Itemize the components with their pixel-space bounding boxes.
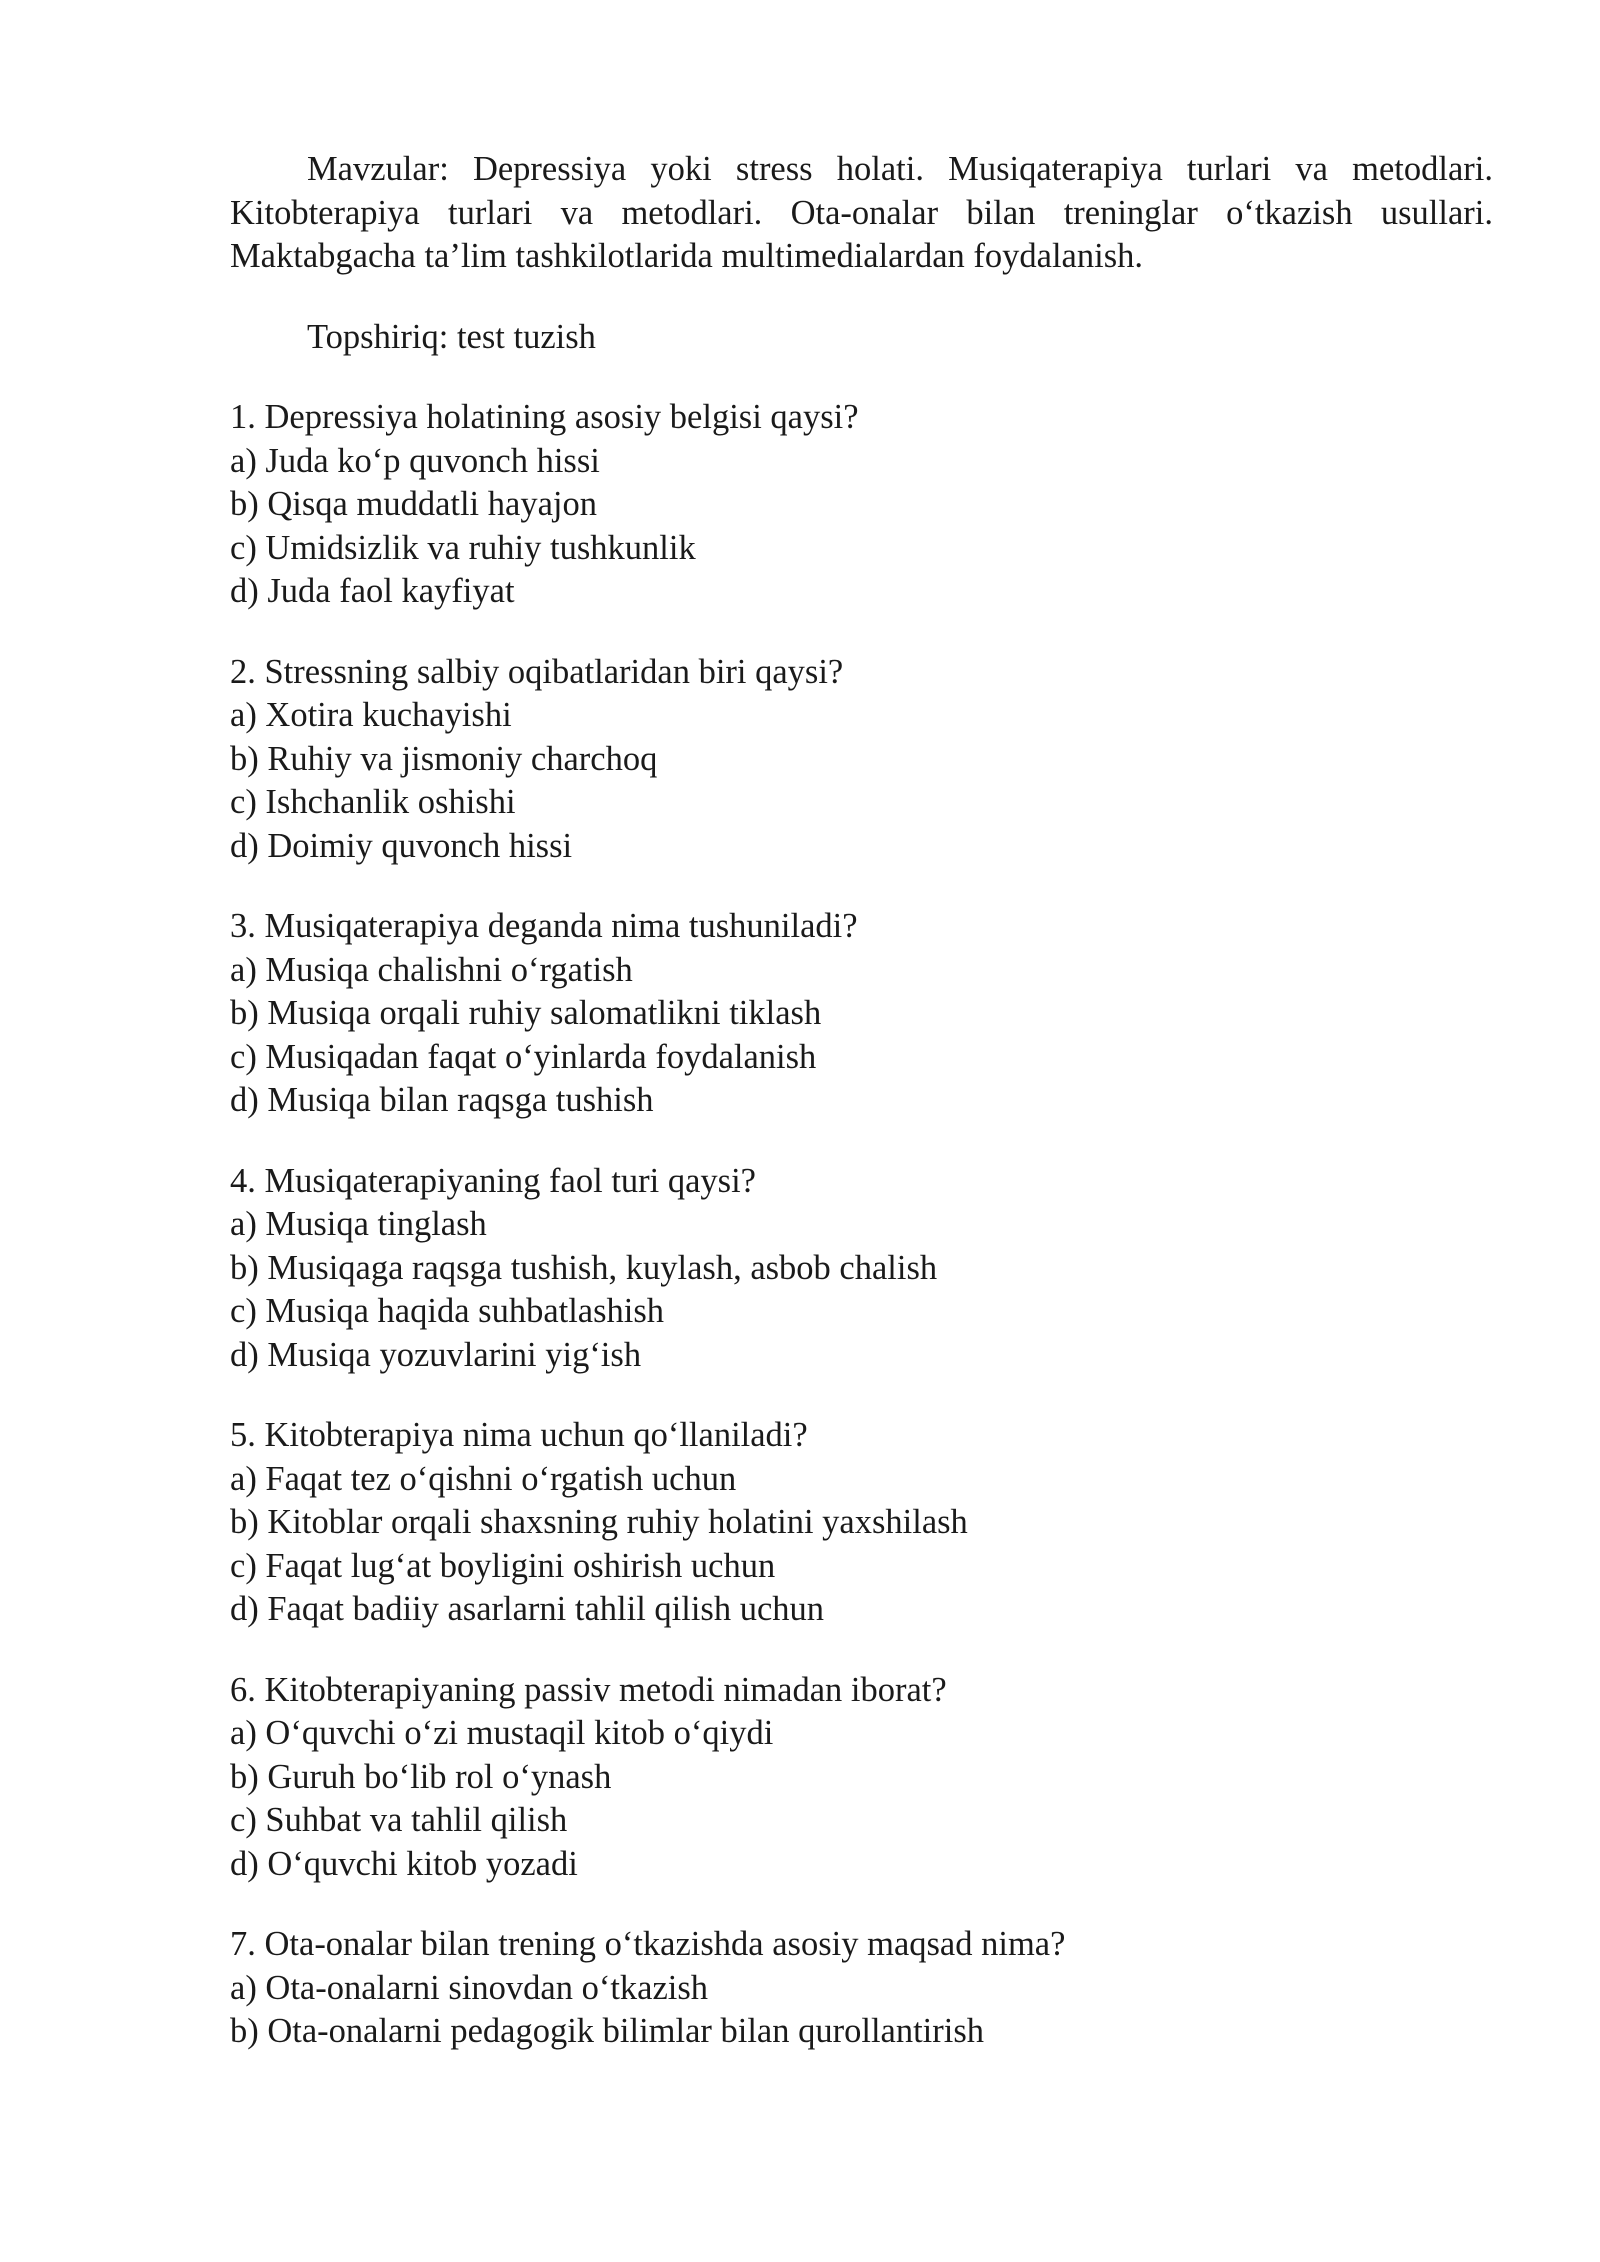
question-text: 5. Kitobterapiya nima uchun qo‘llaniladi? xyxy=(230,1416,808,1454)
answer-option: c) Umidsizlik va ruhiy tushkunlik xyxy=(230,528,696,567)
answer-option: b) Musiqa orqali ruhiy salomatlikni tiklash xyxy=(230,994,822,1032)
answer-option: c) Musiqa haqida suhbatlashish xyxy=(230,1292,665,1330)
answer-option: c) Faqat lug‘at boyligini oshirish uchun xyxy=(230,1546,776,1585)
answer-option: d) Doimiy quvonch hissi xyxy=(230,826,573,865)
answer-option: a) Faqat tez o‘qishni o‘rgatish uchun xyxy=(230,1459,737,1498)
question-text: 6. Kitobterapiyaning passiv metodi nimadan iborat? xyxy=(230,1670,947,1709)
answer-option: a) O‘quvchi o‘zi mustaqil kitob o‘qiydi xyxy=(230,1714,774,1752)
document-page xyxy=(230,148,1493,2054)
answer-option: d) Musiqa bilan raqsga tushish xyxy=(230,1081,654,1119)
question-text: 3. Musiqaterapiya deganda nima tushuniladi? xyxy=(230,907,858,945)
question-list xyxy=(230,396,1493,2054)
question-block xyxy=(230,1160,1493,1378)
answer-option: d) Faqat badiiy asarlarni tahlil qilish uchun xyxy=(230,1590,825,1628)
question-block xyxy=(230,651,1493,869)
answer-option: d) Juda faol kayfiyat xyxy=(230,572,515,610)
answer-option: b) Ruhiy va jismoniy charchoq xyxy=(230,739,658,778)
answer-option: b) Ota-onalarni pedagogik bilimlar bilan qurollantirish xyxy=(230,2012,985,2050)
answer-option: a) Musiqa chalishni o‘rgatish xyxy=(230,950,633,989)
answer-option: c) Suhbat va tahlil qilish xyxy=(230,1801,568,1839)
answer-option: d) Musiqa yozuvlarini yig‘ish xyxy=(230,1335,642,1374)
answer-option: a) Musiqa tinglash xyxy=(230,1205,487,1243)
task-line: Topshiriq: test tuzish xyxy=(307,317,596,356)
answer-option: b) Kitoblar orqali shaxsning ruhiy holatini yaxshilash xyxy=(230,1503,968,1541)
answer-option: d) O‘quvchi kitob yozadi xyxy=(230,1844,578,1883)
answer-option: c) Musiqadan faqat o‘yinlarda foydalanish xyxy=(230,1037,817,1076)
answer-option: a) Xotira kuchayishi xyxy=(230,696,512,734)
question-text: 2. Stressning salbiy oqibatlaridan biri qaysi? xyxy=(230,652,844,691)
question-block xyxy=(230,1414,1493,1632)
question-text: 7. Ota-onalar bilan trening o‘tkazishda asosiy maqsad nima? xyxy=(230,1925,1066,1963)
question-block xyxy=(230,905,1493,1123)
answer-option: b) Musiqaga raqsga tushish, kuylash, asbob chalish xyxy=(230,1248,938,1287)
question-block xyxy=(230,396,1493,614)
answer-option: c) Ishchanlik oshishi xyxy=(230,783,516,821)
question-block xyxy=(230,1923,1493,2054)
question-text: 1. Depressiya holatining asosiy belgisi qaysi? xyxy=(230,398,859,436)
topics-paragraph: Mavzular: Depressiya yoki stress holati. Musiqaterapiya turlari va metodlari. Kitobterapiya turlari va metodlari. Ota-onalar bilan treninglar o‘tkazish usullari. Maktabgacha ta’lim tashkilotlarida multimedialardan foydalanish. xyxy=(230,150,1493,275)
question-text: 4. Musiqaterapiyaning faol turi qaysi? xyxy=(230,1161,756,1200)
answer-option: b) Qisqa muddatli hayajon xyxy=(230,485,597,523)
answer-option: a) Ota-onalarni sinovdan o‘tkazish xyxy=(230,1968,709,2007)
answer-option: b) Guruh bo‘lib rol o‘ynash xyxy=(230,1757,612,1796)
answer-option: a) Juda ko‘p quvonch hissi xyxy=(230,441,600,480)
question-block xyxy=(230,1669,1493,1887)
